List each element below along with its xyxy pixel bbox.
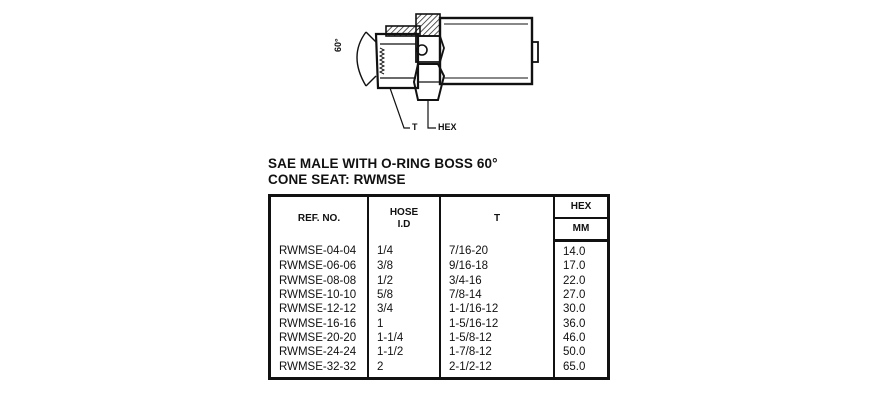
cell-hose: 1/2 [368,274,440,288]
title-line-2: CONE SEAT: RWMSE [268,172,406,187]
cell-ref: RWMSE-24-24 [270,345,369,359]
table-row [270,288,609,302]
cell-hex: 27.0 [563,289,586,302]
cell-ref: RWMSE-20-20 [270,331,369,345]
spec-table [268,194,610,380]
cell-hex: 30.0 [563,303,586,316]
angle-label: 60° [333,38,343,52]
table-row [270,302,609,316]
cell-hose: 5/8 [368,288,440,302]
cell-hex: 14.0 [563,246,586,259]
table-row [270,259,609,273]
cell-t: 9/16-18 [440,259,554,273]
cell-ref: RWMSE-06-06 [270,259,369,273]
cell-t: 1-7/8-12 [440,345,554,359]
cell-t: 1-1/16-12 [440,302,554,316]
header-ref-no: REF. NO. [270,196,369,241]
header-hose-line1: HOSE [389,206,419,218]
cell-ref: RWMSE-04-04 [270,241,369,260]
header-hex: HEX [570,201,592,212]
cell-hose: 2 [368,359,440,378]
cell-hex: 46.0 [563,331,586,344]
cell-hose: 3/8 [368,259,440,273]
cell-hex: 50.0 [563,346,586,359]
table-row [270,359,609,378]
spec-title [268,156,498,188]
title-line-1: SAE MALE WITH O-RING BOSS 60° [268,156,498,171]
cell-ref: RWMSE-10-10 [270,288,369,302]
table-row [270,241,609,260]
header-hex-unit: MM [554,218,609,241]
table-row [270,345,609,359]
header-t: T [440,196,554,241]
fitting-diagram [318,4,558,140]
header-hose-id [368,196,440,241]
table-row [270,274,609,288]
cell-ref: RWMSE-32-32 [270,359,369,378]
table-row [270,316,609,330]
cell-t: 3/4-16 [440,274,554,288]
fitting-drawing [318,4,558,140]
header-hose-line2: I.D [397,218,411,230]
cell-ref: RWMSE-08-08 [270,274,369,288]
cell-t: 2-1/2-12 [440,359,554,378]
cell-t: 7/16-20 [440,241,554,260]
spec-table-body [270,241,609,379]
cell-t: 7/8-14 [440,288,554,302]
cell-hose: 1/4 [368,241,440,260]
cell-t: 1-5/8-12 [440,331,554,345]
cell-hose: 1-1/2 [368,345,440,359]
cell-hex: 22.0 [563,274,586,287]
cell-hose: 1-1/4 [368,331,440,345]
cell-hex: 17.0 [563,260,586,273]
cell-hex: 65.0 [563,360,586,373]
hex-callout-label: HEX [438,122,457,132]
thread-callout-label: T [412,122,418,132]
cell-ref: RWMSE-16-16 [270,316,369,330]
table-row [270,331,609,345]
cell-hose: 3/4 [368,302,440,316]
cell-ref: RWMSE-12-12 [270,302,369,316]
cell-t: 1-5/16-12 [440,316,554,330]
cell-hose: 1 [368,316,440,330]
cell-hex: 36.0 [563,317,586,330]
